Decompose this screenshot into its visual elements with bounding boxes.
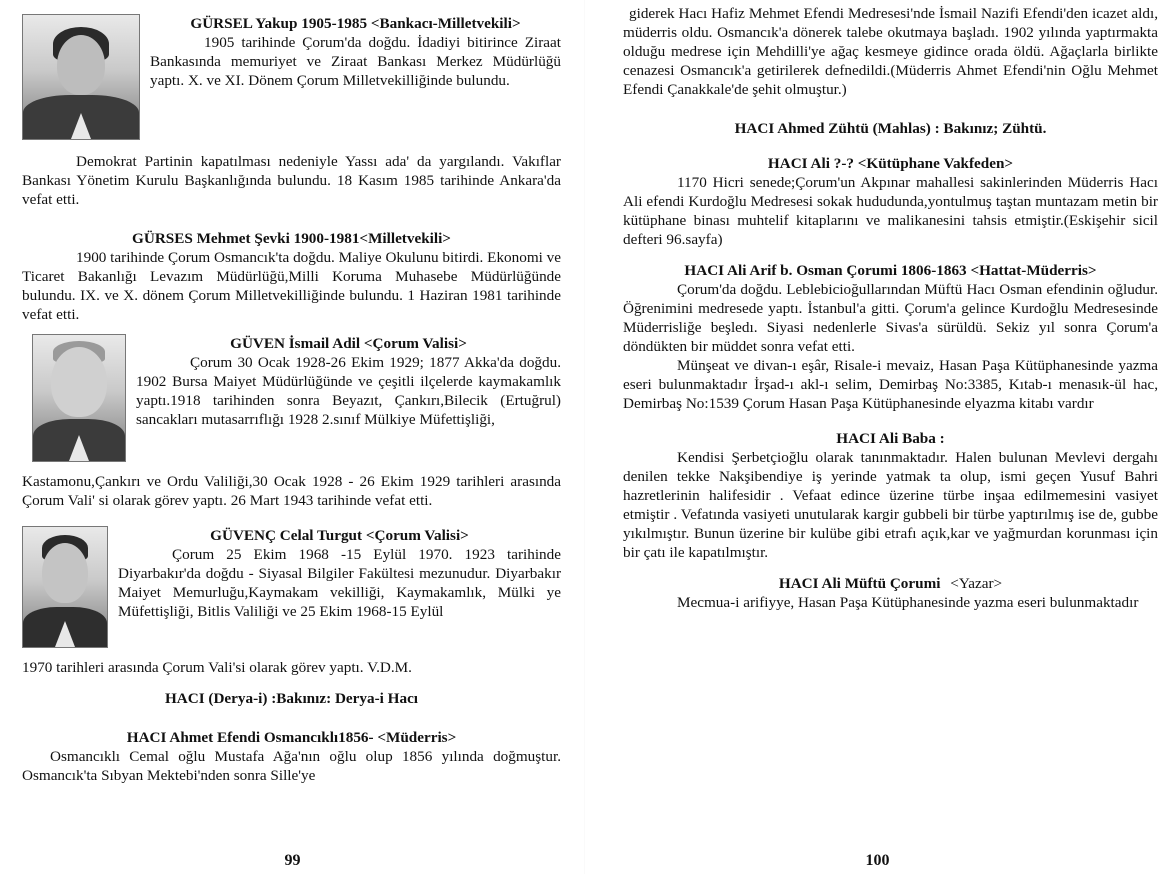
entry-heading: HACI Ali Arif b. Osman Çorumi 1806-1863 <Hattat-Müderris> [684,262,1097,279]
entry-heading: GÜVEN İsmail Adil <Çorum Valisi> [230,335,467,352]
entry-haci-ali-arif [623,261,1158,413]
portrait-photo-icon [22,14,140,140]
entry-paragraph: Kendisi Şerbetçioğlu olarak tanınmaktadır. Halen bulunan Mevlevi dergahı denilen tekke Nakşibendiye iş yerinde yatmak ta olup, ismi geçen Yusuf Bahri hazretlerinin halifesidir . Vefaat edince üzerine türbe inşaa edilmemesini vasiyet etmiştir . Vefatında vasiyeti unutularak kargir gubbeli bir türbe yaptırılmış ise de, gubbe yıkılmıştır. Bunun üzerine bir kulübe gibi etrafı açık,kar ve yağmurdan korunması için bir çatı ile kapatılmıştır. [623,449,1158,561]
entry-paragraph: 1900 tarihinde Çorum Osmancık'ta doğdu. Maliye Okulunu bitirdi. Ekonomi ve Ticaret Bakanlığı Levazım Müdürlüğü,Milli Koruma Muhasebe Müdürlüğünde bulundu. IX. ve X. dönem Çorum Milletvekilliğinde bulundu. 1 Haziran 1981 tarihinde vefat etti. [22,249,561,323]
entry-paragraph: Münşeat ve divan-ı eşâr, Risale-i mevaiz, Hasan Paşa Kütüphanesinde yazma eseri bulunmaktadır İrşad-ı akl-ı selim, Demirbaş No:3385, Kıtab-ı menasık-ül hac, Demirbaş No:1539 Çorum Hasan Paşa Kütüphanesinde elyazma kitabı vardır [623,357,1158,412]
entry-gurses-mehmet-sevki [22,229,561,324]
entry-paragraph: Osmancıklı Cemal oğlu Mustafa Ağa'nın oğlu olup 1856 yılında doğmuştur. Osmancık'ta Sıbyan Mektebi'nden sonra Sille'ye [22,748,561,784]
entry-heading: GÜRSEL Yakup 1905-1985 <Bankacı-Milletvekili> [190,15,521,32]
entry-paragraph: 1170 Hicri senede;Çorum'un Akpınar mahallesi sakinlerinden Müderris Hacı Ali efendi Kurdoğlu Medresesi sokak hududunda,yontulmuş taştan muntazam metin bir kütüphane binası muhtelif kitaplarını ve malikanesini tahsis etmiştir.(Eskişehir sicil defteri 96.sayfa) [623,174,1158,248]
entry-guvenc-celal-turgut [22,526,561,677]
entry-paragraph: Demokrat Partinin kapatılması nedeniyle Yassı ada' da yargılandı. Vakıflar Bankası Yönetim Kurulu Başkanlığında bulundu. 18 Kasım 1985 tarihinde Ankara'da vefat etti. [22,153,561,208]
entry-guven-ismail-adil [22,334,561,510]
portrait-photo-icon [22,526,108,648]
entry-heading [623,574,1158,593]
page-number: 99 [284,852,301,869]
entry-heading: GÜRSES Mehmet Şevki 1900-1981<Milletvekili> [132,230,451,247]
entry-paragraph: Mecmua-i arifiyye, Hasan Paşa Kütüphanesinde yazma eseri bulunmaktadır [677,594,1139,611]
entry-paragraph: Çorum 30 Ocak 1928-26 Ekim 1929; 1877 Akka'da doğdu. 1902 Bursa Maiyet Müdürlüğünde ve çeşitli ilçelerde kaymakamlık yaptı.1918 tarihinden sonra Beyazıt, Çankırı,Bilecik (Ertuğrul) sancakları mutasarrıflığı 1928 2.sınıf Mülkiye Müfettişliği, [136,354,561,428]
entry-heading: HACI Ali ?-? <Kütüphane Vakfeden> [767,155,1014,172]
entry-haci-ali-baba [623,429,1158,562]
entry-heading: HACI Ali Baba : [836,430,945,447]
entry-gursel-yakup [22,14,561,209]
entry-haci-ahmed-zuhtu [623,119,1158,138]
entry-haci-derya-i [22,689,561,708]
portrait-photo-icon [32,334,126,462]
entry-paragraph: Çorum 25 Ekim 1968 -15 Eylül 1970. 1923 tarihinde Diyarbakır'da doğdu - Siyasal Bilgiler Fakültesi mezunudur. Diyarbakır Maiyet Memurluğu,Kaymakam vekilliği, Kaymakamlık, Mülki ye Müfettişliği, Bitlis Valiliği ve 25 Ekim 1968-15 Eylül [118,546,561,620]
entry-paragraph: Kastamonu,Çankırı ve Ordu Valiliği,30 Ocak 1928 - 26 Ekim 1929 tarihleri arasında Çorum Vali' si olarak görev yaptı. 26 Mart 1943 tarihinde vefat etti. [22,473,561,509]
entry-heading: HACI Ahmed Zühtü (Mahlas) : Bakınız; Zühtü. [734,120,1047,137]
entry-heading-name: HACI Ali Müftü Çorumi [778,575,941,592]
entry-paragraph: Çorum'da doğdu. Leblebicioğullarından Müftü Hacı Osman efendinin oğludur. Öğrenimini medresede yaptı. İstanbul'a gitti. Çorum'a gelince Kurdoğlu Medresesinde Müderrisliğe beşledı. Siyasi nedenlerle Sivas'a sürüldü. Sekiz yıl sonra Çorum'a döndükten bir müddet sonra vefat etti. [623,281,1158,355]
page-number: 100 [865,852,890,869]
page-100 [585,0,1170,874]
entry-heading: HACI Ahmet Efendi Osmancıklı1856- <Müderris> [126,729,457,746]
entry-paragraph: 1905 tarihinde Çorum'da doğdu. İdadiyi bitirince Ziraat Bankasında memuriyet ve Ziraat Bankası Merkez Müdürlüğü yaptı. X. ve XI. Dönem Çorum Milletvekilliğinde bulundu. [150,34,561,89]
entry-heading-tag: <Yazar> [950,575,1003,592]
entry-heading: HACI (Derya-i) :Bakınız: Derya-i Hacı [164,690,419,707]
entry-paragraph: 1970 tarihleri arasında Çorum Vali'si olarak görev yaptı. V.D.M. [22,659,412,676]
entry-haci-ali-kutuphane [623,154,1158,249]
continuation-paragraph: giderek Hacı Hafiz Mehmet Efendi Medresesi'nde İsmail Nazifi Efendi'den icazet aldı, müderris oldu. Osmancık'a dönerek talebe okutmaya başladı. 1902 yılında yaptırmakta olduğu medrese için Mehdilli'ye ağaç kesmeye gidince orada öldü. Ağaçlarla birlikte cenazesi Osmancık'a getirilerek defnedildi.(Müderris Ahmet Efendi'nin Oğlu Mehmet Efendi Çanakkale'de şehit olmuştur.) [623,5,1158,98]
entry-heading: GÜVENÇ Celal Turgut <Çorum Valisi> [210,527,469,544]
entry-haci-ahmet-efendi [22,728,561,785]
entry-haci-ali-muftu [623,574,1158,612]
